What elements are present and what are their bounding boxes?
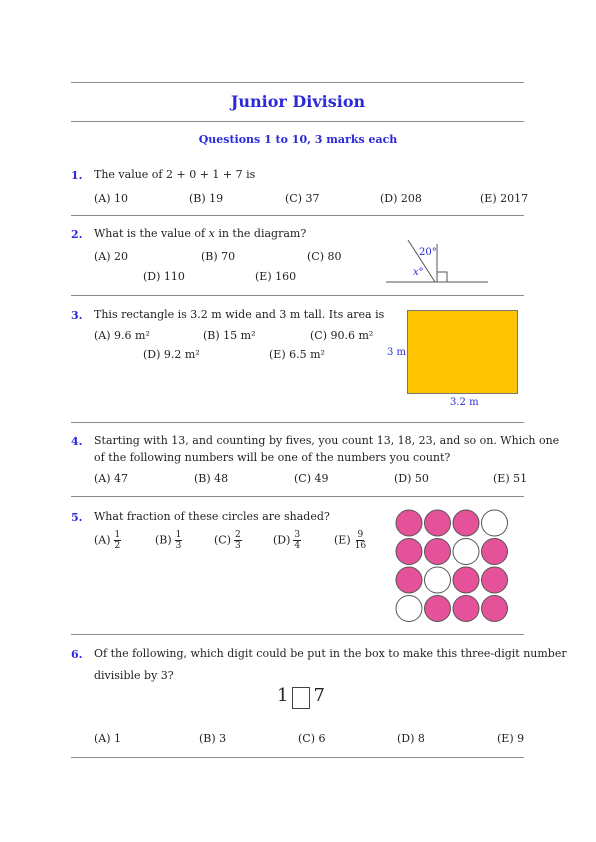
question-number: 2. [71,228,83,241]
option-a: (A) 20 [94,250,129,263]
question-divider [71,422,524,423]
option-b: (B) 3 [199,732,227,745]
shaded-circle [425,510,451,536]
option-c [214,530,242,551]
option-label: (A) [94,533,111,547]
option-c: (C) 6 [298,732,326,745]
shaded-circle [396,539,422,565]
option-e: (E) 51 [493,472,528,485]
denominator: 4 [294,541,301,551]
fraction [114,530,122,551]
question-text: This rectangle is 3.2 m wide and 3 m tall. Its area is [94,308,385,321]
option-b: (B) 15 m² [203,329,256,342]
question-divider [71,634,524,635]
unshaded-circle [482,510,508,536]
option-a: (A) 47 [94,472,129,485]
question-divider [71,215,524,216]
question-text-pre: What is the value of [94,227,209,240]
question-text-line2: divisible by 3? [94,669,174,682]
numerator: 2 [235,530,241,540]
option-e: (E) 160 [255,270,297,283]
numerator: 9 [357,530,364,540]
fraction [354,530,367,551]
height-label: 3 m [387,347,407,358]
question-text-line1: Starting with 13, and counting by fives, you count 13, 18, 23, and so on. Which one [94,434,560,447]
option-a: (A) 9.6 m² [94,329,150,342]
option-b: (B) 19 [189,192,224,205]
numerator: 1 [114,530,121,540]
shaded-circle [453,567,479,593]
option-e: (E) 6.5 m² [269,348,325,361]
option-b: (B) 48 [194,472,229,485]
denominator: 3 [235,541,241,551]
question-text-line2: of the following numbers will be one of the numbers you count? [94,451,451,464]
option-c: (C) 49 [294,472,329,485]
option-a: (A) 1 [94,732,122,745]
angle-diagram [384,236,494,286]
option-d: (D) 110 [143,270,185,283]
shaded-circle [396,510,422,536]
question-number: 6. [71,648,83,661]
shaded-circle [453,596,479,622]
question-number: 5. [71,511,83,524]
option-label: (C) [214,533,231,547]
unshaded-circle [396,596,422,622]
question-divider [71,295,524,296]
option-c: (C) 90.6 m² [310,329,374,342]
three-digit-number [277,685,325,709]
shaded-circle [482,567,508,593]
shaded-circle [482,596,508,622]
option-b: (B) 70 [201,250,236,263]
shaded-circle [425,539,451,565]
title-rule [71,121,524,122]
question-divider [71,496,524,497]
width-label: 3.2 m [450,397,479,408]
option-label: (E) [334,533,351,547]
option-d: (D) 8 [397,732,425,745]
shaded-circle [453,510,479,536]
fraction [293,530,301,551]
denominator: 3 [175,541,182,551]
option-e [334,530,367,551]
bottom-rule [71,757,524,758]
shaded-circle [425,596,451,622]
question-text-post: in the diagram? [214,227,307,240]
fraction [234,530,242,551]
question-text: The value of 2 + 0 + 1 + 7 is [94,168,256,181]
option-d: (D) 50 [394,472,429,485]
fraction [175,530,183,551]
option-label: (B) [155,533,172,547]
question-text: What fraction of these circles are shaded? [94,510,330,523]
yellow-rectangle [407,310,518,394]
numerator: 1 [175,530,182,540]
x-angle-label: x° [413,267,424,278]
option-c: (C) 80 [307,250,342,263]
option-label: (D) [273,533,291,547]
shaded-circle [482,539,508,565]
variable-x: x [208,227,215,240]
unshaded-circle [453,539,479,565]
numerator: 3 [294,530,301,540]
question-number: 4. [71,435,83,448]
circle-grid [394,508,514,626]
option-c: (C) 37 [285,192,320,205]
shaded-circle [396,567,422,593]
digit-box [292,687,310,709]
option-a [94,530,121,551]
option-e: (E) 2017 [480,192,529,205]
digit-right: 7 [313,685,325,706]
option-d [273,530,301,551]
top-rule [71,82,524,83]
question-number: 1. [71,169,83,182]
page-title: Junior Division [230,92,366,111]
section-subtitle: Questions 1 to 10, 3 marks each [198,133,398,146]
option-d: (D) 9.2 m² [143,348,200,361]
question-text-line1: Of the following, which digit could be put in the box to make this three-digit number [94,647,567,660]
option-a: (A) 10 [94,192,129,205]
digit-left: 1 [277,685,289,706]
question-number: 3. [71,309,83,322]
option-e: (E) 9 [497,732,525,745]
question-text [94,224,306,244]
denominator: 2 [114,541,121,551]
angle-label: 20° [419,247,437,258]
right-angle-marker [437,272,447,282]
option-d: (D) 208 [380,192,422,205]
denominator: 16 [354,541,367,551]
unshaded-circle [425,567,451,593]
option-b [155,530,182,551]
